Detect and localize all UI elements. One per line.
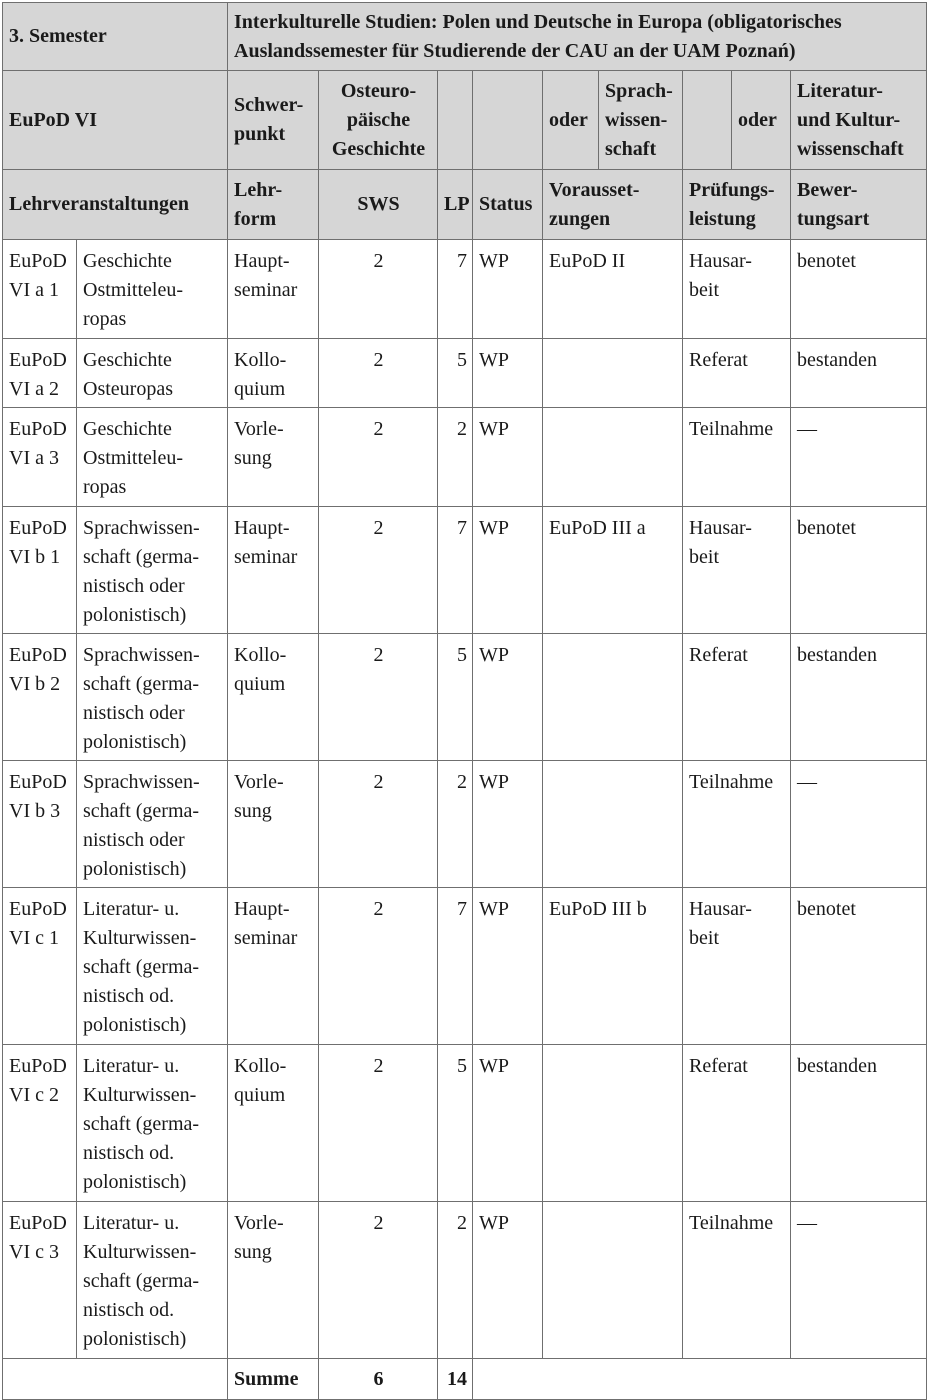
course-name: Geschichte Ostmitteleu- ropas xyxy=(77,240,228,339)
course-code: EuPoD VI c 2 xyxy=(3,1045,77,1202)
oder-label-1: oder xyxy=(543,71,599,170)
table-row xyxy=(3,339,927,408)
course-status: WP xyxy=(473,408,543,507)
course-sws: 2 xyxy=(319,761,438,888)
course-pruefungsleistung: Hausar- beit xyxy=(683,240,791,339)
course-sws: 2 xyxy=(319,888,438,1045)
course-voraussetzungen xyxy=(543,1202,683,1359)
course-lp: 7 xyxy=(438,888,473,1045)
course-lehrform: Vorle- sung xyxy=(228,761,319,888)
empty-cell xyxy=(683,71,732,170)
table-row xyxy=(3,408,927,507)
col-status: Status xyxy=(473,170,543,240)
literatur-label: Literatur- und Kultur- wissenschaft xyxy=(791,71,927,170)
header-row-module xyxy=(3,71,927,170)
table-row xyxy=(3,634,927,761)
course-voraussetzungen xyxy=(543,408,683,507)
course-lp: 7 xyxy=(438,240,473,339)
course-sws: 2 xyxy=(319,339,438,408)
course-voraussetzungen xyxy=(543,761,683,888)
course-lehrform: Vorle- sung xyxy=(228,1202,319,1359)
course-pruefungsleistung: Teilnahme xyxy=(683,761,791,888)
course-code: EuPoD VI b 1 xyxy=(3,507,77,634)
course-status: WP xyxy=(473,507,543,634)
course-status: WP xyxy=(473,1202,543,1359)
course-code: EuPoD VI b 3 xyxy=(3,761,77,888)
course-bewertungsart: benotet xyxy=(791,240,927,339)
course-sws: 2 xyxy=(319,240,438,339)
table-row xyxy=(3,1202,927,1359)
course-voraussetzungen: EuPoD III a xyxy=(543,507,683,634)
course-code: EuPoD VI c 1 xyxy=(3,888,77,1045)
osteuropa-label: Osteuro- päische Geschichte xyxy=(319,71,438,170)
course-pruefungsleistung: Hausar- beit xyxy=(683,507,791,634)
course-name: Literatur- u. Kulturwissen- schaft (germa- nistisch od. polonistisch) xyxy=(77,1045,228,1202)
course-lehrform: Kollo- quium xyxy=(228,1045,319,1202)
sprachwissenschaft-label: Sprach- wissen- schaft xyxy=(599,71,683,170)
course-bewertungsart: bestanden xyxy=(791,1045,927,1202)
course-bewertungsart: benotet xyxy=(791,888,927,1045)
course-voraussetzungen xyxy=(543,634,683,761)
course-name: Geschichte Osteuropas xyxy=(77,339,228,408)
course-code: EuPoD VI a 1 xyxy=(3,240,77,339)
course-lp: 2 xyxy=(438,408,473,507)
course-voraussetzungen: EuPoD II xyxy=(543,240,683,339)
course-name: Sprachwissen- schaft (germa- nistisch oder polonistisch) xyxy=(77,634,228,761)
course-sws: 2 xyxy=(319,634,438,761)
col-sws: SWS xyxy=(319,170,438,240)
table-row xyxy=(3,1045,927,1202)
empty-cell xyxy=(438,71,473,170)
course-bewertungsart: — xyxy=(791,408,927,507)
summary-sws: 6 xyxy=(319,1359,438,1400)
col-lehrform: Lehr- form xyxy=(228,170,319,240)
header-row-columns xyxy=(3,170,927,240)
course-code: EuPoD VI a 3 xyxy=(3,408,77,507)
table-row xyxy=(3,888,927,1045)
schwerpunkt-label: Schwer- punkt xyxy=(228,71,319,170)
course-status: WP xyxy=(473,888,543,1045)
course-lp: 5 xyxy=(438,1045,473,1202)
col-voraussetzungen: Vorausset- zungen xyxy=(543,170,683,240)
col-lehrveranstaltungen: Lehrveranstaltungen xyxy=(3,170,228,240)
course-lp: 2 xyxy=(438,761,473,888)
course-sws: 2 xyxy=(319,1045,438,1202)
course-bewertungsart: bestanden xyxy=(791,634,927,761)
course-pruefungsleistung: Referat xyxy=(683,634,791,761)
course-lehrform: Haupt- seminar xyxy=(228,240,319,339)
course-voraussetzungen xyxy=(543,1045,683,1202)
course-name: Geschichte Ostmitteleu- ropas xyxy=(77,408,228,507)
semester-label: 3. Semester xyxy=(3,3,228,71)
course-lehrform: Kollo- quium xyxy=(228,634,319,761)
course-name: Literatur- u. Kulturwissen- schaft (germa- nistisch od. polonistisch) xyxy=(77,1202,228,1359)
course-pruefungsleistung: Referat xyxy=(683,1045,791,1202)
course-pruefungsleistung: Referat xyxy=(683,339,791,408)
course-lp: 5 xyxy=(438,634,473,761)
course-bewertungsart: bestanden xyxy=(791,339,927,408)
course-sws: 2 xyxy=(319,507,438,634)
course-status: WP xyxy=(473,761,543,888)
course-status: WP xyxy=(473,1045,543,1202)
course-pruefungsleistung: Hausar- beit xyxy=(683,888,791,1045)
course-status: WP xyxy=(473,634,543,761)
course-code: EuPoD VI a 2 xyxy=(3,339,77,408)
table-row xyxy=(3,761,927,888)
course-lp: 2 xyxy=(438,1202,473,1359)
course-pruefungsleistung: Teilnahme xyxy=(683,1202,791,1359)
table-row xyxy=(3,240,927,339)
program-title: Interkulturelle Studien: Polen und Deutsche in Europa (obligatorisches Auslandssemester für Studierende der CAU an der UAM Poznań) xyxy=(228,3,927,71)
course-lehrform: Haupt- seminar xyxy=(228,888,319,1045)
course-lehrform: Haupt- seminar xyxy=(228,507,319,634)
summary-empty xyxy=(3,1359,228,1400)
course-name: Sprachwissen- schaft (germa- nistisch oder polonistisch) xyxy=(77,507,228,634)
course-lp: 7 xyxy=(438,507,473,634)
module-table xyxy=(2,2,927,1400)
course-voraussetzungen: EuPoD III b xyxy=(543,888,683,1045)
course-lp: 5 xyxy=(438,339,473,408)
course-voraussetzungen xyxy=(543,339,683,408)
course-name: Sprachwissen- schaft (germa- nistisch oder polonistisch) xyxy=(77,761,228,888)
course-pruefungsleistung: Teilnahme xyxy=(683,408,791,507)
course-code: EuPoD VI b 2 xyxy=(3,634,77,761)
course-lehrform: Kollo- quium xyxy=(228,339,319,408)
header-row-semester xyxy=(3,3,927,71)
empty-cell xyxy=(473,71,543,170)
course-bewertungsart: benotet xyxy=(791,507,927,634)
course-name: Literatur- u. Kulturwissen- schaft (germa- nistisch od. polonistisch) xyxy=(77,888,228,1045)
summary-lp: 14 xyxy=(438,1359,473,1400)
table-row xyxy=(3,507,927,634)
col-lp: LP xyxy=(438,170,473,240)
oder-label-2: oder xyxy=(732,71,791,170)
summary-empty xyxy=(473,1359,927,1400)
module-label: EuPoD VI xyxy=(3,71,228,170)
course-code: EuPoD VI c 3 xyxy=(3,1202,77,1359)
course-lehrform: Vorle- sung xyxy=(228,408,319,507)
course-status: WP xyxy=(473,240,543,339)
course-status: WP xyxy=(473,339,543,408)
course-bewertungsart: — xyxy=(791,761,927,888)
col-bewertungsart: Bewer- tungsart xyxy=(791,170,927,240)
course-sws: 2 xyxy=(319,408,438,507)
col-pruefungsleistung: Prüfungs- leistung xyxy=(683,170,791,240)
summary-row xyxy=(3,1359,927,1400)
summary-label: Summe xyxy=(228,1359,319,1400)
course-bewertungsart: — xyxy=(791,1202,927,1359)
course-sws: 2 xyxy=(319,1202,438,1359)
